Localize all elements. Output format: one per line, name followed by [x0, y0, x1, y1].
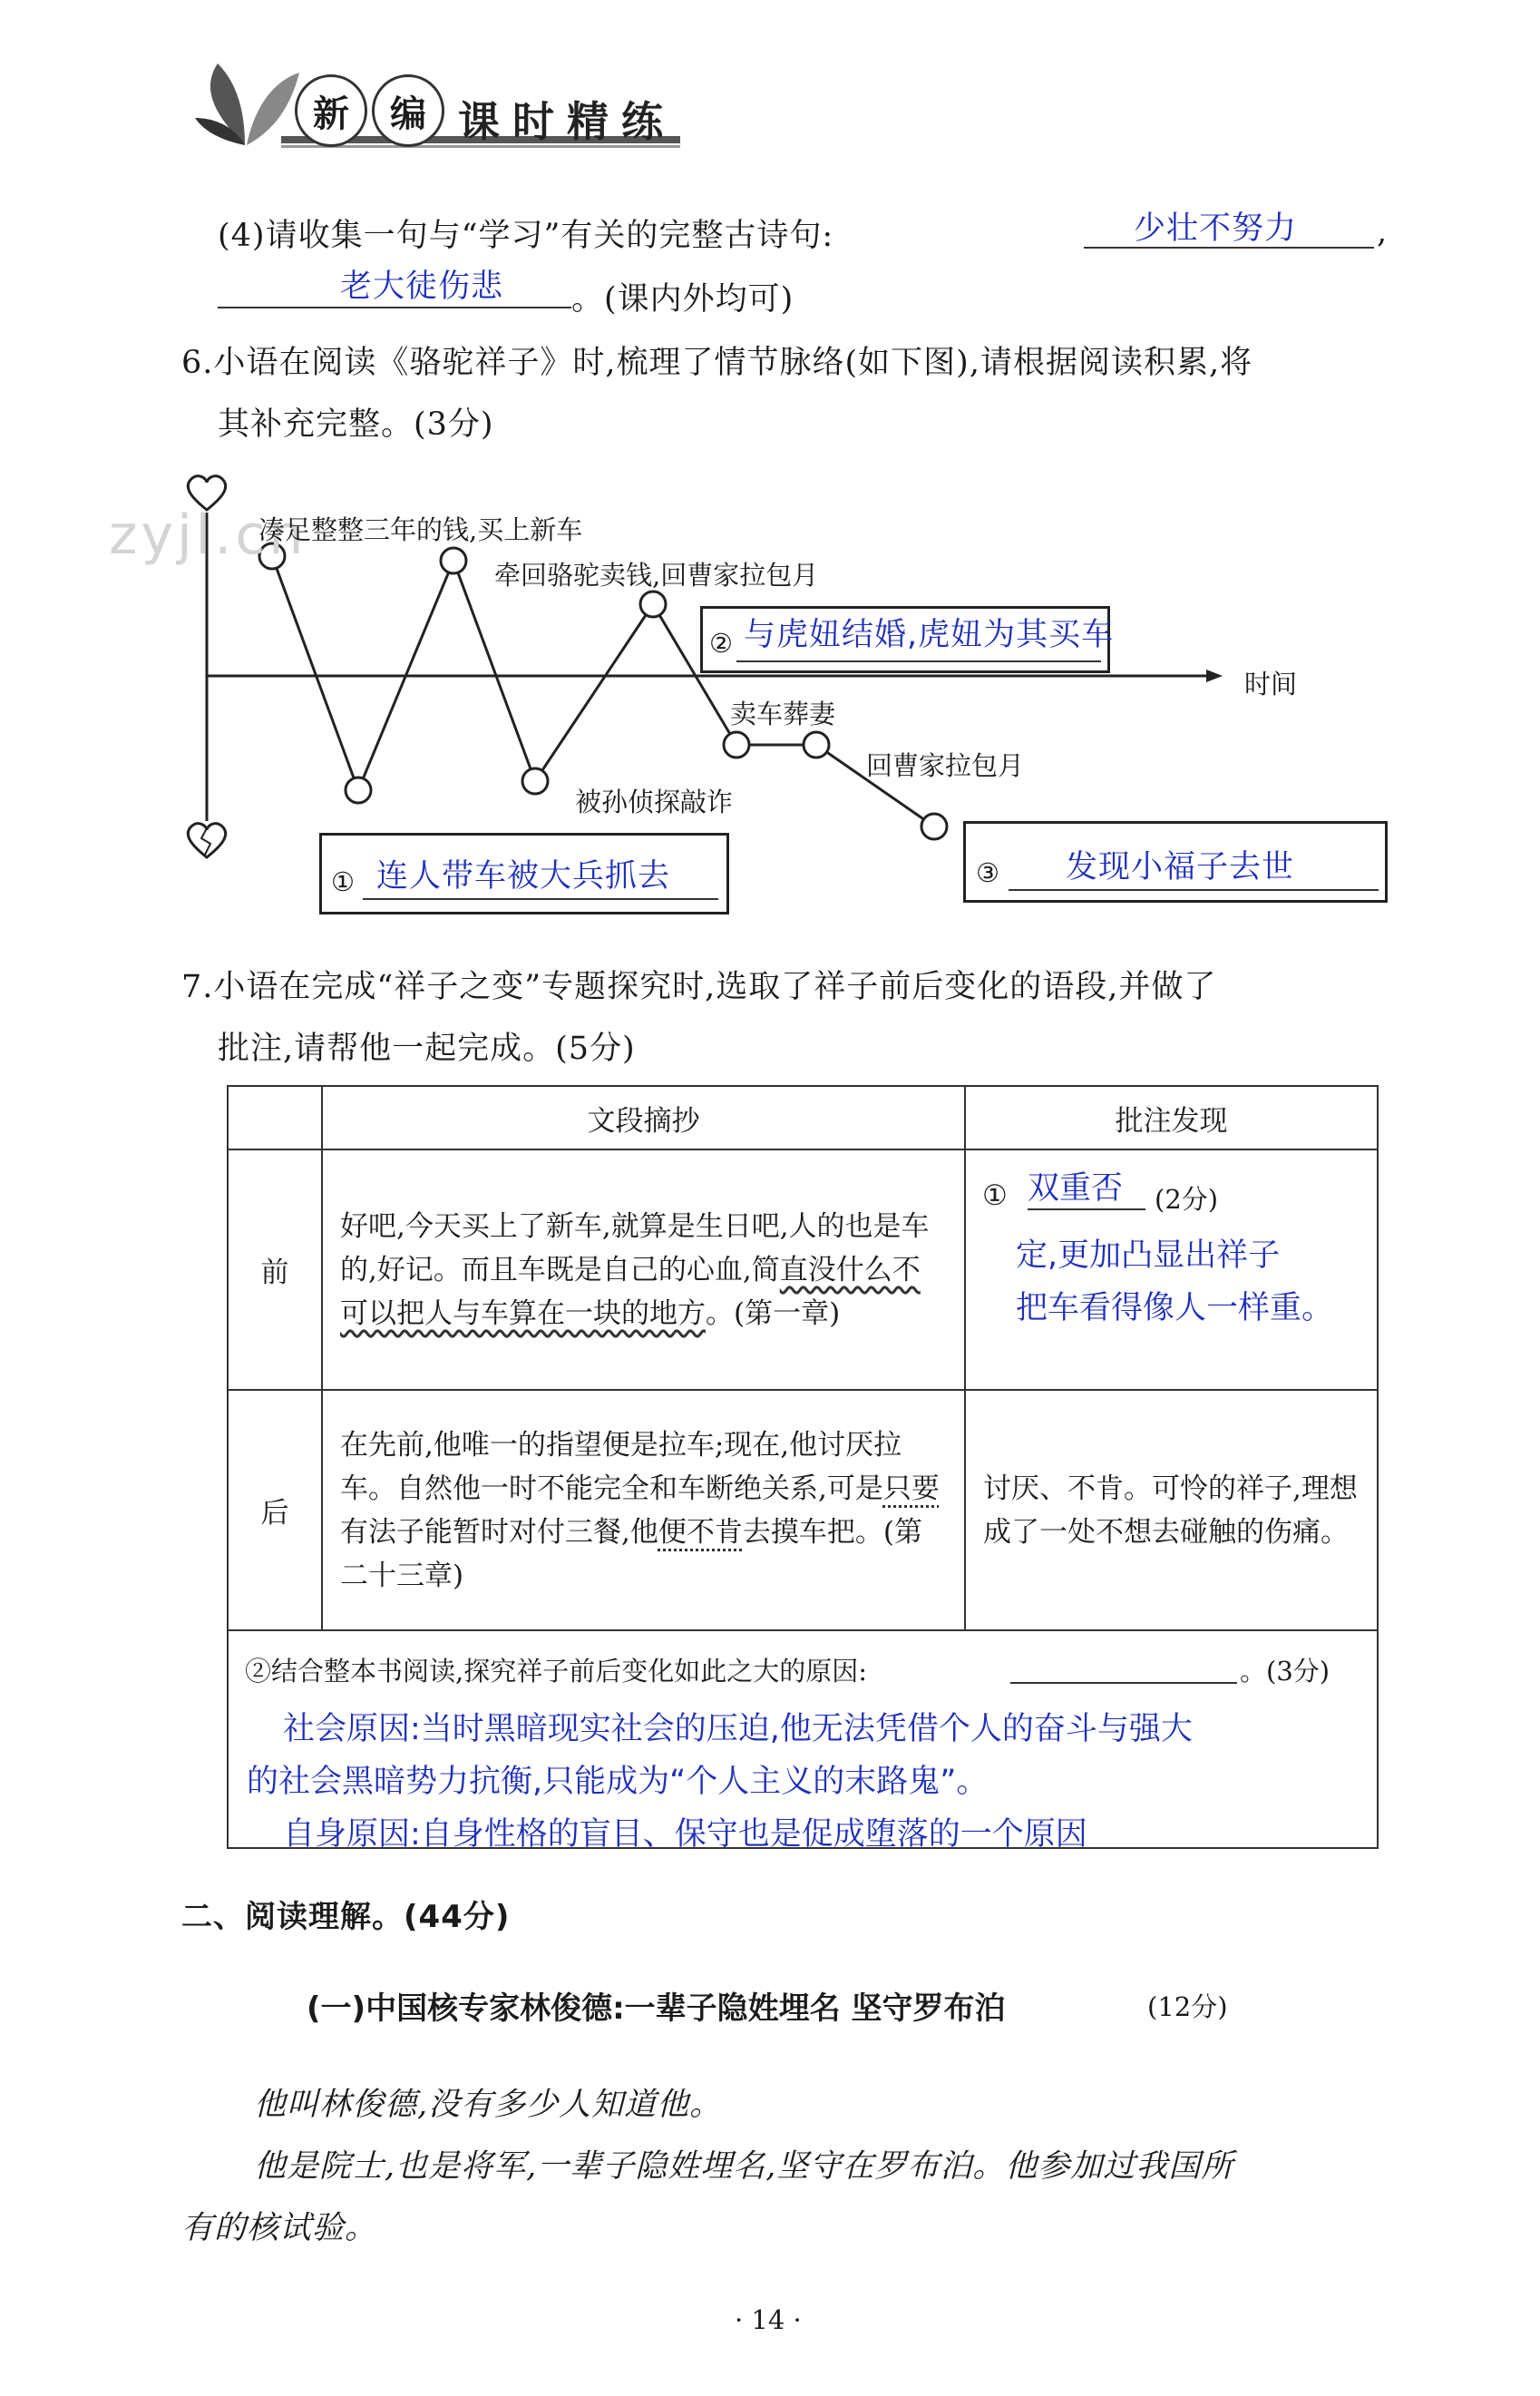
table-q2-line	[1010, 1682, 1237, 1684]
q7-line-1: 7.小语在完成“祥子之变”专题探究时,选取了祥子前后变化的语段,并做了	[181, 969, 1217, 1005]
row-before-excerpt	[322, 1149, 965, 1390]
plot-point-4	[522, 768, 548, 794]
excerpt-after-d: 便不肯	[658, 1515, 743, 1549]
watermark: zyjl.cn	[109, 504, 307, 567]
label-sell-car-bury-wife: 卖车葬妻	[730, 699, 836, 729]
q4-answer-1: 少壮不努力	[1134, 210, 1298, 247]
row-label-after: 后	[228, 1390, 322, 1630]
label-back-to-cao: 回曹家拉包月	[866, 750, 1025, 781]
table-header-notes: 批注发现	[965, 1086, 1378, 1149]
table-header-excerpt: 文段摘抄	[322, 1086, 965, 1149]
header-badge-xin: 新	[295, 74, 367, 147]
q7-line-2: 批注,请帮他一起完成。(5分)	[218, 1031, 636, 1067]
row-before-note	[965, 1149, 1378, 1390]
row-after-note	[965, 1390, 1378, 1630]
note-before-num: ①	[982, 1179, 1008, 1212]
table-q2-cell	[228, 1630, 1378, 1853]
note-before-ans1: 双重否	[1028, 1163, 1145, 1210]
excerpt-before-c: 。(第一章)	[706, 1296, 841, 1330]
excerpt-after-b: 只要	[882, 1472, 940, 1505]
plot-point-5	[640, 592, 666, 617]
plot-point-2	[346, 777, 371, 803]
q4-answer-2: 老大徒伤悲	[340, 269, 504, 305]
section2-para-3: 有的核试验。	[181, 2210, 378, 2246]
table-q2-answer-1: 社会原因:当时黑暗现实社会的压迫,他无法凭借个人的奋斗与强大	[283, 1711, 1193, 1747]
excerpt-table	[227, 1085, 1379, 1853]
q4-comma: ,	[1377, 214, 1389, 250]
section2-para-1: 他叫林俊德,没有多少人知道他。	[254, 2087, 723, 2123]
section2-title: 二、阅读理解。(44分)	[181, 1899, 511, 1935]
table-corner	[228, 1086, 322, 1149]
q6-line-2: 其补充完整。(3分)	[218, 406, 494, 443]
header-banner	[181, 45, 689, 163]
answer-box-1-line	[363, 898, 718, 900]
label-sell-camels: 牵回骆驼卖钱,回曹家拉包月	[494, 560, 819, 591]
section2-subtitle: (一)中国核专家林俊德:一辈子隐姓埋名 坚守罗布泊	[307, 1990, 1006, 2027]
answer-box-1-text: 连人带车被大兵抓去	[376, 858, 671, 895]
row-after-excerpt	[322, 1390, 965, 1630]
label-buy-new-car: 凑足整整三年的钱,买上新车	[258, 514, 583, 545]
table-q2-score: 。(3分)	[1240, 1656, 1330, 1687]
header-badge-bian: 编	[372, 74, 444, 147]
excerpt-before-a: 好吧,今天买上了新车,就算是生日吧,人的也是车的,好记。而且车既是自己的心血,简	[340, 1209, 930, 1286]
page-number: · 14 ·	[735, 2304, 802, 2335]
answer-box-2-text: 与虎妞结婚,虎妞为其买车	[744, 617, 1115, 653]
plot-point-3	[441, 548, 466, 573]
answer-box-3-text: 发现小福子去世	[1066, 849, 1295, 885]
table-q2-answer-3: 自身原因:自身性格的盲目、保守也是促成堕落的一个原因	[283, 1816, 1087, 1853]
table-q2-prompt: ②结合整本书阅读,探究祥子前后变化如此之大的原因:	[245, 1656, 867, 1687]
excerpt-after-a: 在先前,他唯一的指望便是拉车;现在,他讨厌拉车。自然他一时不能完全和车断绝关系,可是	[340, 1428, 902, 1505]
q4-suffix: 。(课内外均可)	[571, 281, 794, 318]
plot-point-8	[921, 814, 947, 839]
header-title: 课时精练	[458, 97, 676, 146]
answer-box-3-num: ③	[976, 857, 999, 888]
time-axis-arrow	[1206, 670, 1223, 682]
label-extorted: 被孙侦探敲诈	[575, 787, 734, 817]
note-before-score: (2分)	[1155, 1184, 1219, 1215]
section2-para-2: 他是院士,也是将军,一辈子隐姓埋名,坚守在罗布泊。他参加过我国所	[254, 2148, 1234, 2185]
answer-box-2-line	[736, 660, 1101, 662]
q6-line-1: 6.小语在阅读《骆驼祥子》时,梳理了情节脉络(如下图),请根据阅读积累,将	[181, 345, 1253, 381]
note-before-ans3: 把车看得像人一样重。	[1016, 1290, 1334, 1326]
section2-subscore: (12分)	[1147, 1991, 1228, 2022]
plot-point-6	[724, 732, 749, 758]
note-after: 讨厌、不肯。可怜的祥子,理想成了一处不想去碰触的伤痛。	[983, 1472, 1358, 1549]
q4-answer-line-2	[218, 307, 571, 308]
q4-prefix: (4)请收集一句与“学习”有关的完整古诗句:	[218, 218, 834, 254]
excerpt-before-marked: 直没什么不可以把人与车算在一块的地方	[340, 1253, 921, 1330]
row-label-before: 前	[228, 1149, 322, 1390]
note-before-ans2: 定,更加凸显出祥子	[1016, 1237, 1281, 1274]
answer-box-3-line	[1009, 889, 1379, 891]
excerpt-after-e: 去摸车把。(第二十三章)	[340, 1515, 922, 1592]
label-time: 时间	[1244, 669, 1298, 699]
answer-box-2-num: ②	[709, 628, 733, 659]
broken-heart-icon	[188, 824, 225, 857]
table-q2-answer-2: 的社会黑暗势力抗衡,只能成为“个人主义的末路鬼”。	[247, 1764, 989, 1800]
answer-box-1-num: ①	[331, 866, 355, 897]
plot-point-7	[804, 732, 829, 758]
excerpt-after-c: 有法子能暂时对付三餐,他	[340, 1515, 658, 1549]
